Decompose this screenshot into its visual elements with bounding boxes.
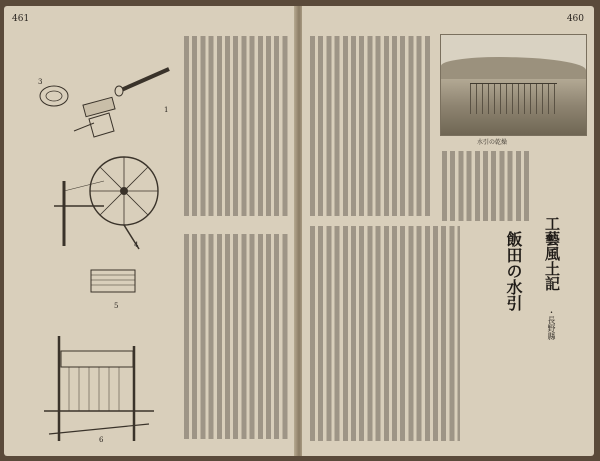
figure-label-4: 4: [134, 241, 139, 249]
tools-illustration: [34, 61, 174, 151]
photo-caption: 水引の乾燥: [477, 139, 508, 146]
spinning-wheel-illustration: [44, 151, 174, 251]
right-body-text-top: [310, 36, 432, 216]
left-body-text-upper: [184, 36, 289, 216]
right-body-text-upper-right: [442, 151, 530, 221]
author-name: ・長野縣: [547, 308, 556, 340]
figure-label-1: 3: [38, 78, 43, 86]
figure-label-2: 1: [164, 106, 169, 114]
left-page: [4, 6, 296, 456]
figure-label-5: 5: [114, 302, 119, 310]
small-loom-illustration: [89, 266, 139, 301]
article-title: 飯田の水引: [504, 231, 523, 311]
series-title: 工藝風土記: [543, 216, 561, 291]
left-body-text-lower: [184, 234, 289, 439]
right-page: [302, 6, 594, 456]
loom-illustration: [39, 326, 159, 446]
right-body-text-mid: [310, 226, 460, 441]
right-page-number: 460: [566, 14, 584, 24]
drying-photo: [440, 34, 587, 136]
figure-label-6: 6: [99, 436, 104, 444]
left-page-number: 461: [12, 14, 30, 24]
